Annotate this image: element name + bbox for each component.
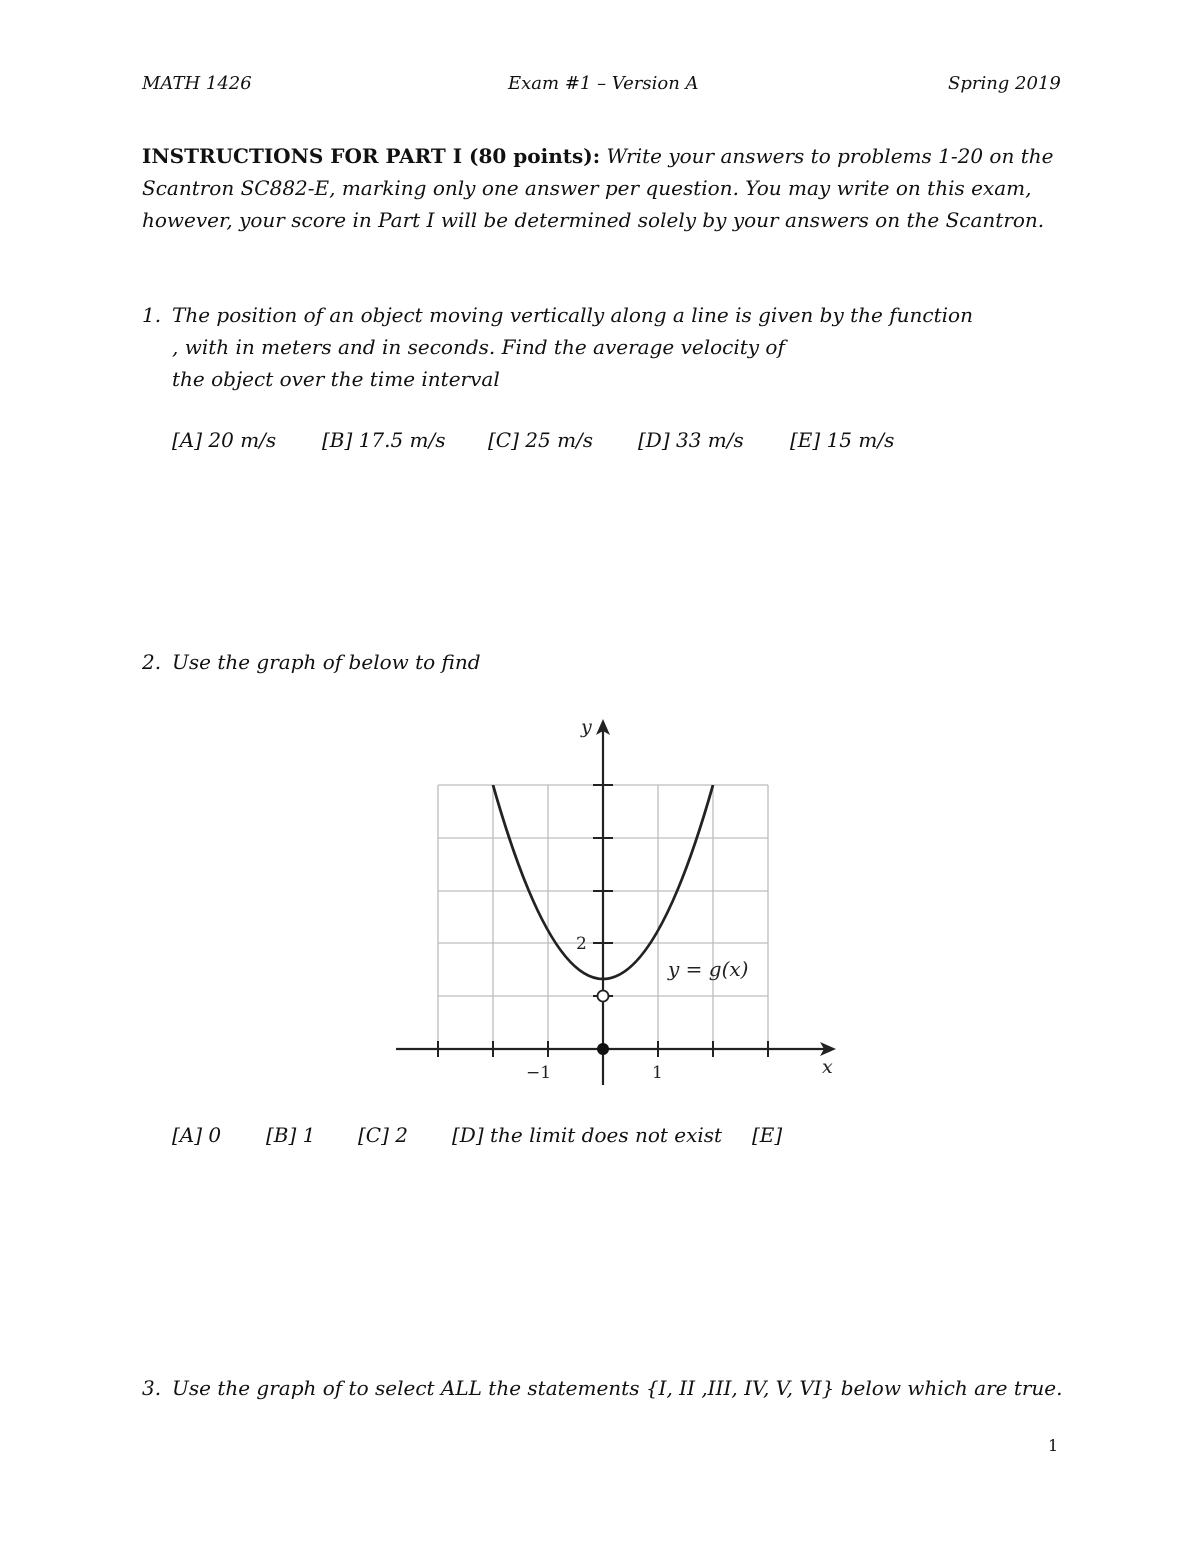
q1-line-1: The position of an object moving vertically along a line is given by the function [172,303,973,327]
instructions-line-3: however, your score in Part I will be determined solely by your answers on the Scantron. [142,208,1045,232]
q1-line-2: , with in meters and in seconds. Find the average velocity of [172,335,785,359]
instructions-line-2: Scantron SC882-E, marking only one answer per question. You may write on this exam, [142,176,1032,200]
q2-choice-c: [C] 2 [358,1123,408,1147]
graph-axes [396,729,828,1085]
exam-title: Exam #1 – Version A [508,73,699,94]
x-tick-label-1: 1 [652,1063,663,1083]
q1-choice-b: [B] 17.5 m/s [322,428,446,452]
x-tick-label-neg1: −1 [526,1063,552,1083]
q2-graph [380,705,860,1095]
instructions-heading: INSTRUCTIONS FOR PART I (80 points): [142,144,601,168]
exam-term: Spring 2019 [948,73,1061,94]
instructions-text-1: Write your answers to problems 1-20 on the [606,144,1054,168]
q1-number: 1. [142,303,162,327]
page-number: 1 [1048,1436,1059,1455]
q2-choice-d: [D] the limit does not exist [452,1123,723,1147]
q2-choice-a: [A] 0 [172,1123,222,1147]
closed-point [597,1043,609,1055]
open-point [598,991,609,1002]
y-tick-label-2: 2 [576,934,587,954]
q1-choice-d: [D] 33 m/s [638,428,744,452]
q1-line-3: the object over the time interval [172,367,500,391]
instructions-line-1 [142,144,1053,168]
q2-choice-b: [B] 1 [266,1123,316,1147]
q1-choice-a: [A] 20 m/s [172,428,277,452]
q1-choice-e: [E] 15 m/s [790,428,895,452]
curve-label: y = g(x) [668,957,749,981]
y-axis-label: y [581,716,592,738]
q2-choice-e: [E] [752,1123,783,1147]
q2-text: Use the graph of below to find [172,650,481,674]
q3-text: Use the graph of to select ALL the statements {I, II ,III, IV, V, VI} below which are true. [172,1376,1063,1400]
course-code: MATH 1426 [142,73,252,94]
q1-choice-c: [C] 25 m/s [488,428,594,452]
x-axis-label: x [822,1056,833,1078]
q2-number: 2. [142,650,162,674]
q3-number: 3. [142,1376,162,1400]
